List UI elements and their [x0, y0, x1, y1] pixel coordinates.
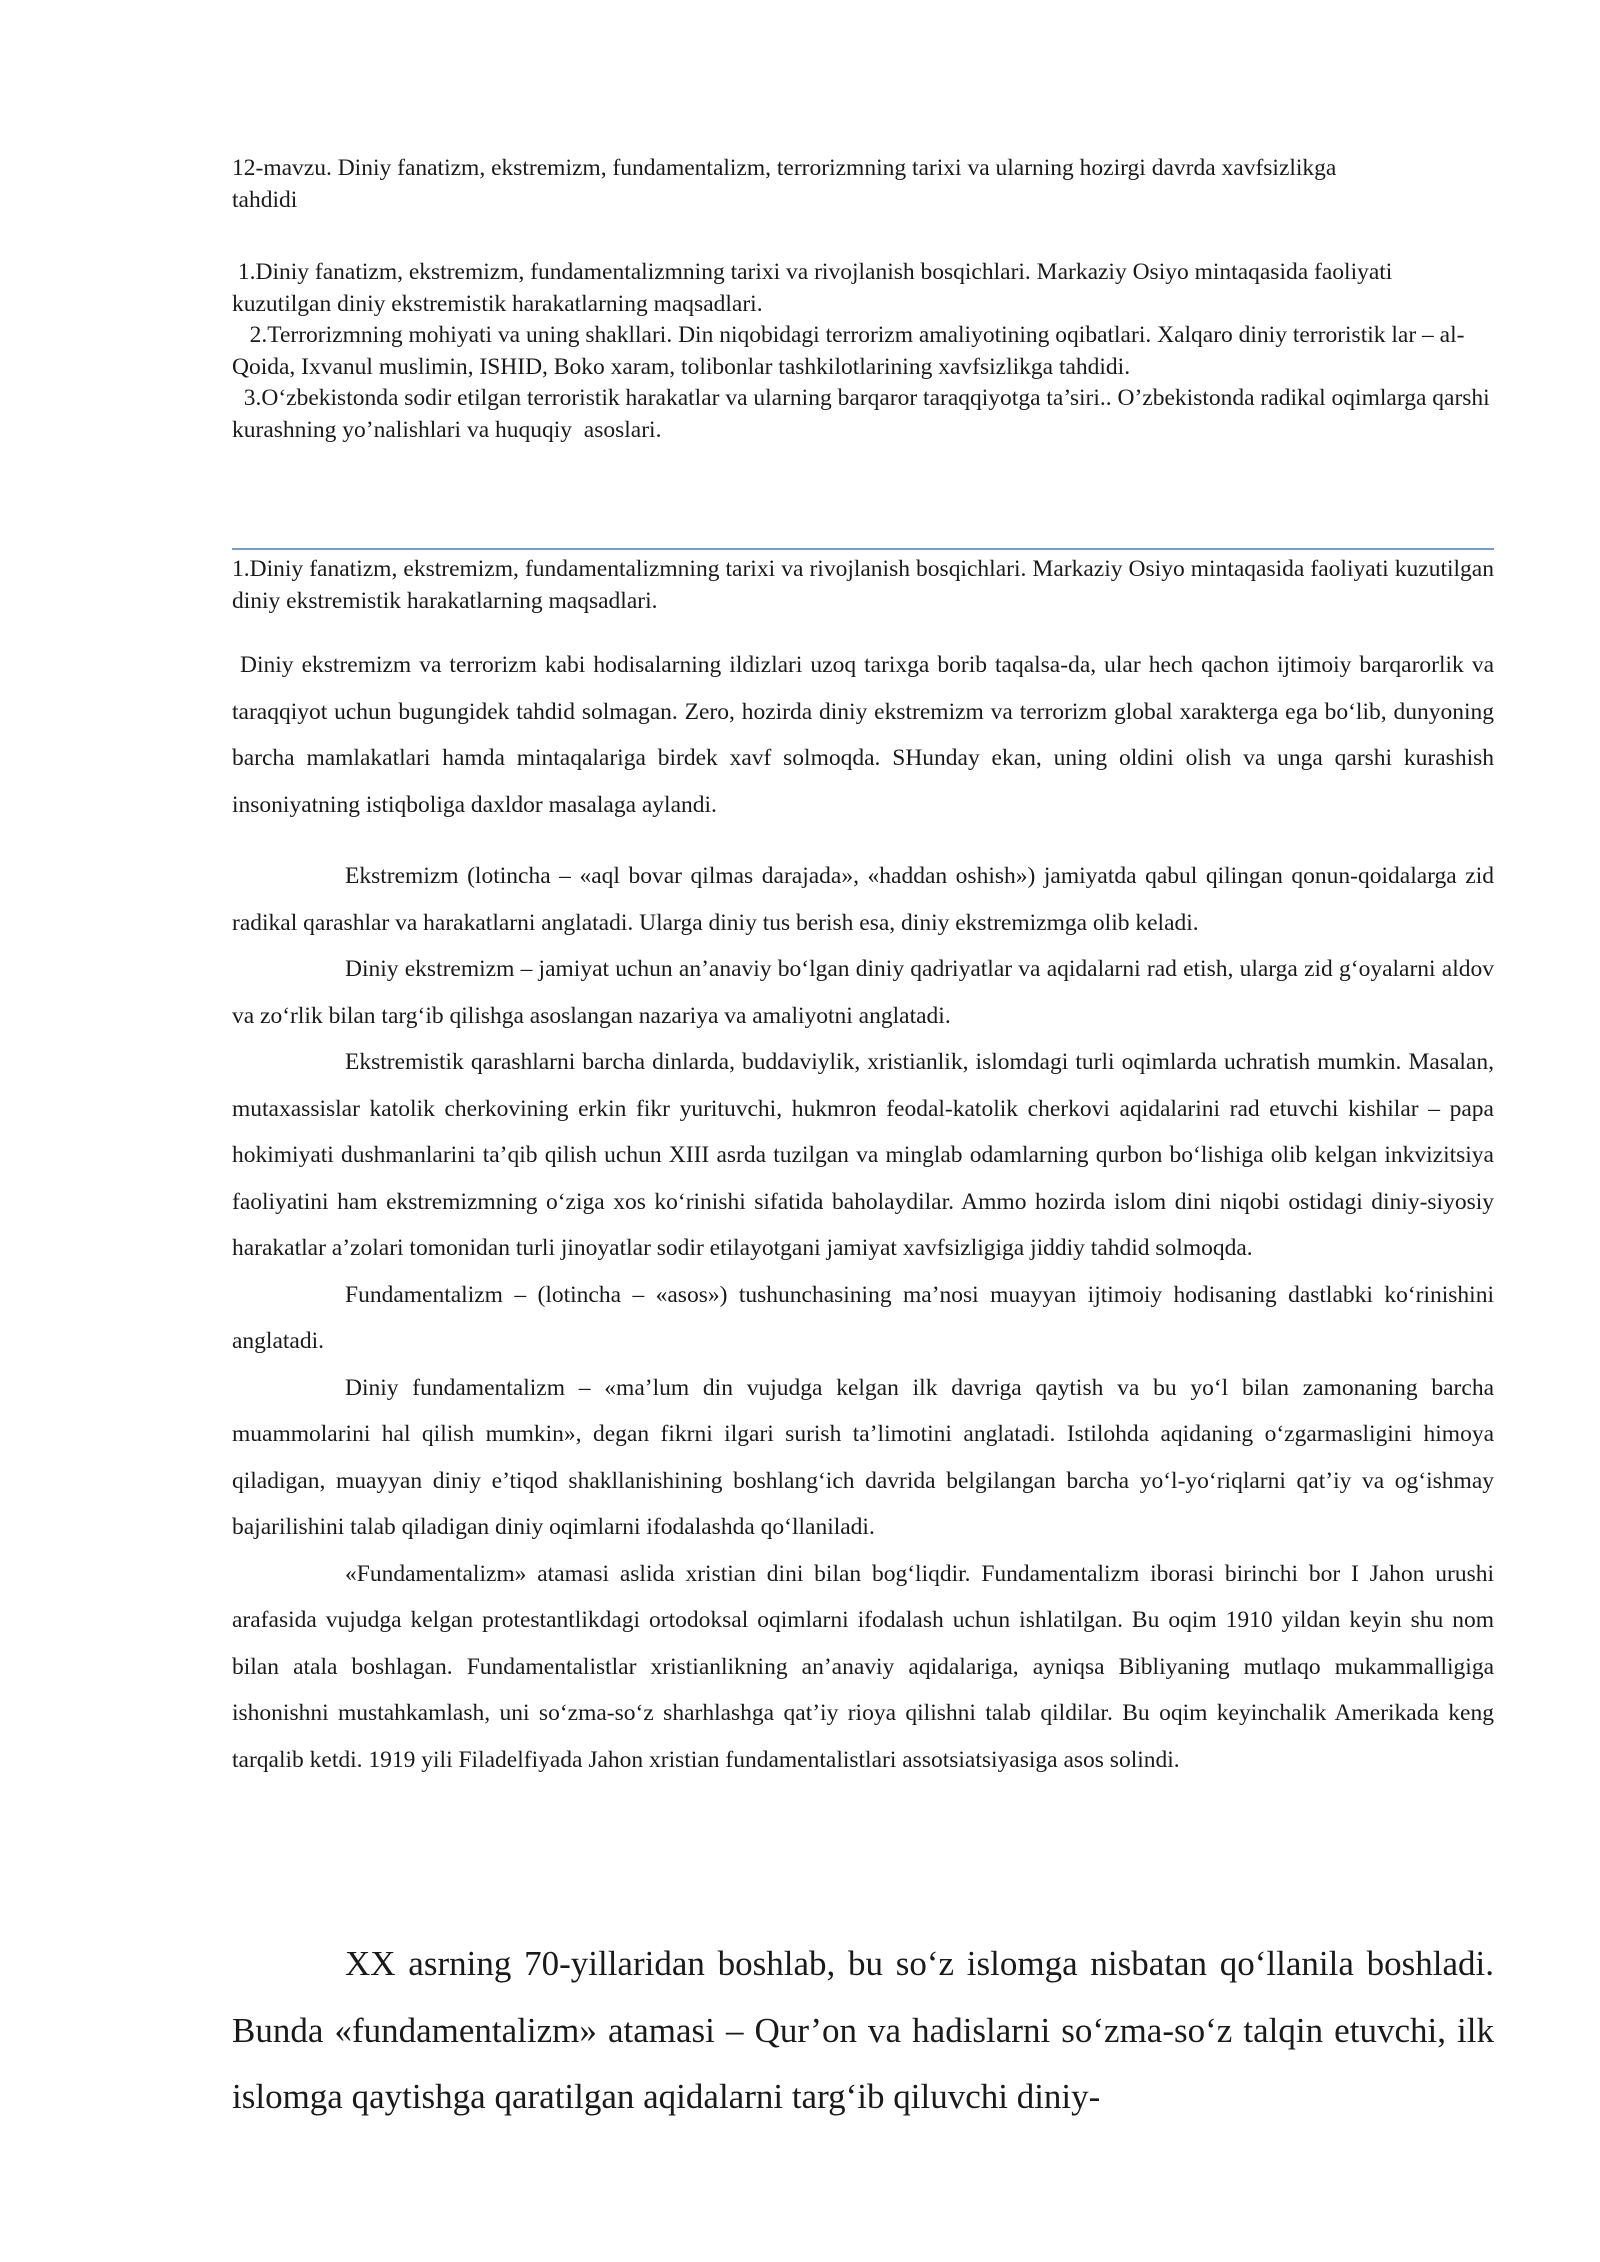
paragraph-religious-fundamentalism: Diniy fundamentalizm – «ma’lum din vujudga kelgan ilk davriga qaytish va bu yo‘l bilan zamonaning barcha muammolarini hal qilish mumkin», degan fikrni ilgari surish ta’limotini anglatadi. Istilohda aqidaning o‘zgarmasligini himoya qiladigan, muayyan diniy e’tiqod shakllanishining boshlang‘ich davrida belgilangan barcha yo‘l-yo‘riqlarni qat’iy va og‘ishmay bajarilishini talab qiladigan diniy oqimlarni ifodalashda qo‘llaniladi. [232, 1374, 1494, 1540]
document-title: 12-mavzu. Diniy fanatizm, ekstremizm, fundamentalizm, terrorizmning tarixi va ularning hozirgi davrda xavfsizlikga tahdidi [232, 155, 1337, 213]
paragraph-fundamentalism-term: «Fundamentalizm» atamasi aslida xristian dini bilan bog‘liqdir. Fundamentalizm iborasi birinchi bor I Jahon urushi arafasida vujudga kelgan protestantlikdagi ortodoksal oqimlarni ifodalash uchun ishlatilgan. Bu oqim 1910 yildan keyin shu nom bilan atala boshlagan. Fundamentalistlar xristianlikning an’anaviy aqidalariga, ayniqsa Bibliyaning mutlaqo mukammalligiga ishonishni mustahkamlash, uni so‘zma-so‘z sharhlashga qat’iy rioya qilishni talab qildilar. Bu oqim keyinchalik Amerikada keng tarqalib ketdi. 1919 yili Filadelfiyada Jahon xristian fundamentalistlari assotsiatsiyasiga asos solindi. [232, 1560, 1494, 1773]
paragraph-extremism: Ekstremizm (lotincha – «aql bovar qilmas darajada», «haddan oshish») jamiyatda qabul qilingan qonun-qoidalarga zid radikal qarashlar va harakatlarni anglatadi. Ularga diniy tus berish esa, diniy ekstremizmga olib keladi. [232, 863, 1494, 936]
section-heading: 1.Diniy fanatizm, ekstremizm, fundamentalizmning tarixi va rivojlanish bosqichlari. Markaziy Osiyo mintaqasida faoliyati kuzutilgan diniy ekstremistik harakatlarning maqsadlari. [232, 556, 1494, 614]
plan-item-1: 1.Diniy fanatizm, ekstremizm, fundamentalizmning tarixi va rivojlanish bosqichlari. Markaziy Osiyo mintaqasida faoliyati kuzutilgan diniy ekstremistik harakatlarning maqsadlari. [232, 259, 1399, 317]
plan-item-3: 3.O‘zbekistonda sodir etilgan terroristik harakatlar va ularning barqaror taraqqiyotga ta’siri.. O’zbekistonda radikal oqimlarga qarshi kurashning yo’nalishlari va huquqiy asoslari. [232, 385, 1496, 443]
paragraph-religious-extremism: Diniy ekstremizm – jamiyat uchun an’anaviy bo‘lgan diniy qadriyatlar va aqidalarni rad etish, ularga zid g‘oyalarni aldov va zo‘rlik bilan targ‘ib qilishga asoslangan nazariya va amaliyotni anglatadi. [232, 956, 1494, 1029]
section-divider [232, 548, 1494, 550]
plan-item-2: 2.Terrorizmning mohiyati va uning shakllari. Din niqobidagi terrorizm amaliyotining oqibatlari. Xalqaro diniy terroristik lar – al-Qoida, Ixvanul muslimin, ISHID, Boko xaram, tolibonlar tashkilotlarining xavfsizlikga tahdidi. [232, 322, 1465, 380]
main-text [232, 853, 1494, 1783]
intro-paragraph: Diniy ekstremizm va terrorizm kabi hodisalarning ildizlari uzoq tarixga borib taqalsa-da, ular hech qachon ijtimoiy barqarorlik va taraqqiyot uchun bugungidek tahdid solmagan. Zero, hozirda diniy ekstremizm va terrorizm global xarakterga ega bo‘lib, dunyoning barcha mamlakatlari hamda mintaqalariga birdek xavf solmoqda. SHunday ekan, uning oldini olish va unga qarshi kurashish insoniyatning istiqboliga daxldor masalaga aylandi. [232, 652, 1500, 818]
paragraph-fundamentalism: Fundamentalizm – (lotincha – «asos») tushunchasining ma’nosi muayyan ijtimoiy hodisaning dastlabki ko‘rinishini anglatadi. [232, 1281, 1494, 1354]
intro-block [232, 642, 1500, 828]
large-text-block [232, 1931, 1494, 2131]
paragraph-extremist-views: Ekstremistik qarashlarni barcha dinlarda, buddaviylik, xristianlik, islomdagi turli oqimlarda uchratish mumkin. Masalan, mutaxassislar katolik cherkovining erkin fikr yurituvchi, hukmron feodal-katolik cherkovi aqidalarini rad etuvchi kishilar – papa hokimiyati dushmanlarini ta’qib qilish uchun XIII asrda tuzilgan va minglab odamlarning qurbon bo‘lishiga olib kelgan inkvizitsiya faoliyatini ham ekstremizmning o‘ziga xos ko‘rinishi sifatida baholaydilar. Ammo hozirda islom dini niqobi ostidagi diniy-siyosiy harakatlar a’zolari tomonidan turli jinoyatlar sodir etilayotgani jamiyat xavfsizligiga jiddiy tahdid solmoqda. [232, 1049, 1494, 1261]
paragraph-islam-fundamentalism: XX asrning 70-yillaridan boshlab, bu so‘z islomga nisbatan qo‘llanila boshladi. Bunda «fundamentalizm» atamasi – Qur’on va hadislarni so‘zma-so‘z talqin etuvchi, ilk islomga qaytishga qaratilgan aqidalarni targ‘ib qiluvchi diniy- [232, 1944, 1494, 2116]
topic-plan [232, 257, 1494, 446]
